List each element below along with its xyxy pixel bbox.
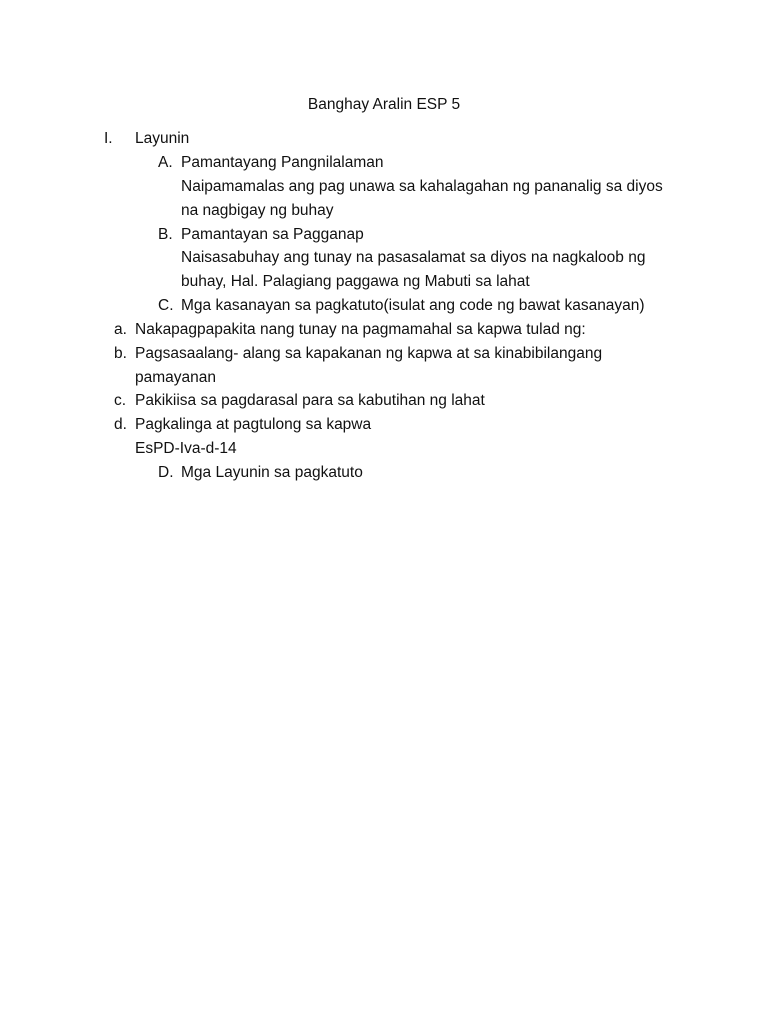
section-marker: I.	[104, 130, 113, 147]
subitem-marker: b.	[114, 345, 127, 362]
item-body-line: Naipamamalas ang pag unawa sa kahalagahan ng pananalig sa diyos	[181, 178, 663, 195]
item-heading: Pamantayang Pangnilalaman	[181, 154, 384, 171]
item-marker: D.	[158, 464, 174, 481]
section-heading: Layunin	[135, 130, 190, 147]
item-body-line: na nagbigay ng buhay	[181, 202, 334, 219]
competency-code: EsPD-Iva-d-14	[135, 440, 237, 457]
item-marker: B.	[158, 226, 173, 243]
subitem-text: pamayanan	[135, 369, 217, 386]
subitem-text: Nakapagpapakita nang tunay na pagmamahal sa kapwa tulad ng:	[135, 321, 586, 338]
item-heading: Pamantayan sa Pagganap	[181, 226, 364, 243]
subitem-text: Pagsasaalang- alang sa kapakanan ng kapwa at sa kinabibilangang	[135, 345, 603, 362]
item-marker: A.	[158, 154, 173, 171]
subitem-marker: a.	[114, 321, 127, 338]
document-title: Banghay Aralin ESP 5	[307, 96, 461, 113]
subitem-marker: d.	[114, 416, 127, 433]
item-body-line: buhay, Hal. Palagiang paggawa ng Mabuti sa lahat	[181, 273, 530, 290]
item-heading: Mga kasanayan sa pagkatuto(isulat ang code ng bawat kasanayan)	[181, 297, 645, 314]
subitem-text: Pakikiisa sa pagdarasal para sa kabutihan ng lahat	[135, 392, 485, 409]
item-marker: C.	[158, 297, 174, 314]
item-heading: Mga Layunin sa pagkatuto	[181, 464, 363, 481]
item-body-line: Naisasabuhay ang tunay na pasasalamat sa diyos na nagkaloob ng	[181, 249, 646, 266]
subitem-text: Pagkalinga at pagtulong sa kapwa	[135, 416, 372, 433]
subitem-marker: c.	[114, 392, 127, 409]
